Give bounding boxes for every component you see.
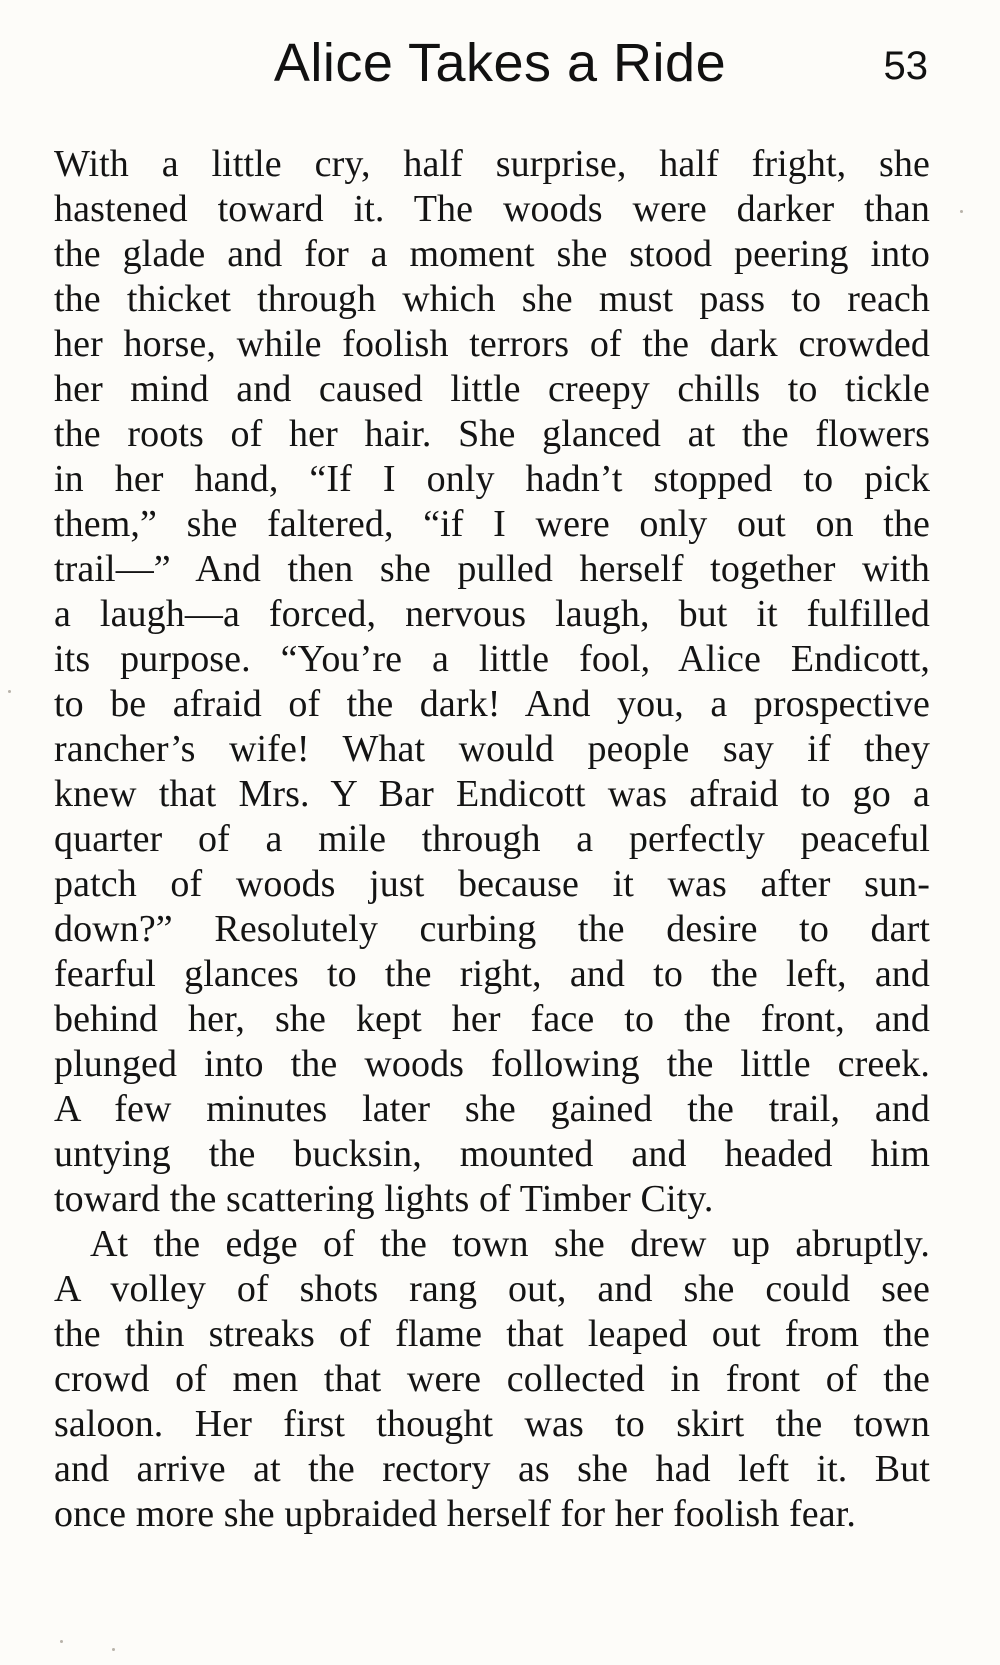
text-line: patch of woods just because it was after sun- <box>54 863 930 905</box>
text-line: a laugh—a forced, nervous laugh, but it fulfilled <box>54 593 930 635</box>
text-line: once more she upbraided herself for her foolish fear. <box>54 1493 856 1535</box>
text-line: saloon. Her first thought was to skirt the town <box>54 1403 930 1445</box>
text-line: untying the bucksin, mounted and headed him <box>54 1133 930 1175</box>
text-line: and arrive at the rectory as she had left it. But <box>54 1448 930 1490</box>
text-line: behind her, she kept her face to the front, and <box>54 998 930 1040</box>
paragraph <box>54 142 930 1222</box>
text-line: fearful glances to the right, and to the left, and <box>54 953 930 995</box>
text-line: to be afraid of the dark! And you, a prospective <box>54 683 930 725</box>
paper-speck <box>8 690 11 693</box>
chapter-title: Alice Takes a Ride <box>273 33 727 93</box>
text-line: trail—” And then she pulled herself together with <box>54 548 930 590</box>
text-line: A few minutes later she gained the trail, and <box>54 1088 930 1130</box>
body-text <box>54 142 930 1537</box>
text-line: them,” she faltered, “if I were only out on the <box>54 503 930 545</box>
text-line: the thin streaks of flame that leaped out from the <box>54 1313 930 1355</box>
text-line: With a little cry, half surprise, half fright, she <box>54 143 930 185</box>
text-line: rancher’s wife! What would people say if they <box>54 728 930 770</box>
paper-speck <box>60 1640 63 1643</box>
running-head <box>0 30 1000 100</box>
text-line: its purpose. “You’re a little fool, Alice Endicott, <box>54 638 930 680</box>
text-line: crowd of men that were collected in front of the <box>54 1358 930 1400</box>
text-line: hastened toward it. The woods were darker than <box>54 188 930 230</box>
text-line: the thicket through which she must pass to reach <box>54 278 930 320</box>
paper-speck <box>112 1648 115 1651</box>
text-line: the glade and for a moment she stood peering into <box>54 233 930 275</box>
text-line: A volley of shots rang out, and she could see <box>54 1268 930 1310</box>
text-line: in her hand, “If I only hadn’t stopped to pick <box>54 458 930 500</box>
text-line: At the edge of the town she drew up abruptly. <box>90 1223 930 1265</box>
text-line: knew that Mrs. Y Bar Endicott was afraid to go a <box>54 773 930 815</box>
text-line: her horse, while foolish terrors of the dark crowded <box>54 323 930 365</box>
paper-speck <box>960 210 963 213</box>
page-number: 53 <box>883 44 928 88</box>
text-line: quarter of a mile through a perfectly peaceful <box>54 818 930 860</box>
text-line: toward the scattering lights of Timber City. <box>54 1178 714 1220</box>
text-line: the roots of her hair. She glanced at the flowers <box>54 413 930 455</box>
text-line: plunged into the woods following the little creek. <box>54 1043 930 1085</box>
text-line: her mind and caused little creepy chills to tickle <box>54 368 930 410</box>
paragraph <box>54 1222 930 1537</box>
text-line: down?” Resolutely curbing the desire to dart <box>54 908 930 950</box>
